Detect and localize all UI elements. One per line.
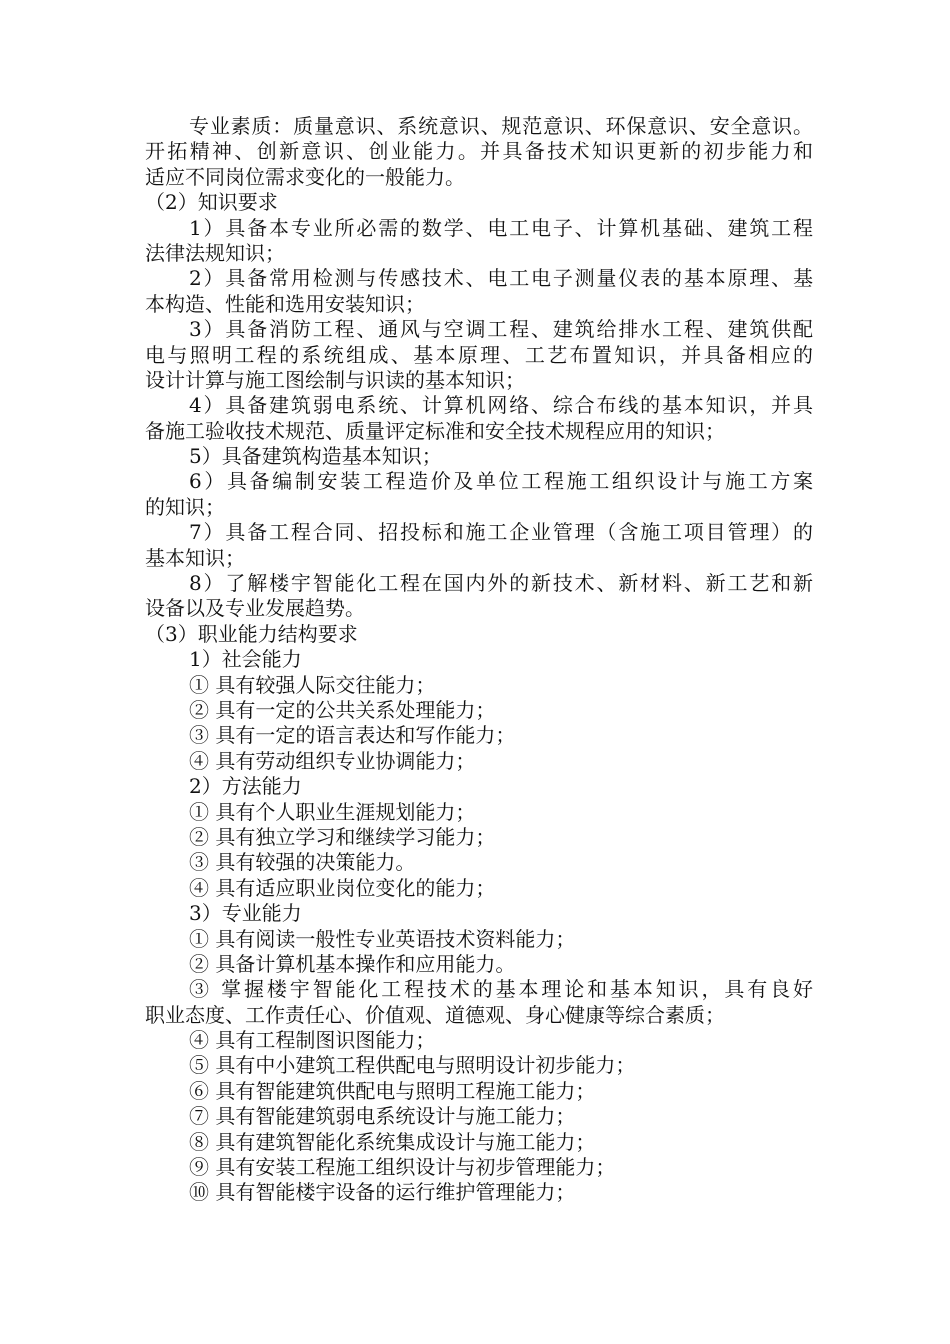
list-item-line: 2）具备常用检测与传感技术、电工电子测量仪表的基本原理、基 [189,266,813,291]
list-item-line: ① 具有较强人际交往能力； [189,672,436,697]
paragraph-line: 开拓精神、创新意识、创业能力。并具备技术知识更新的初步能力和 [145,139,813,164]
list-item-line: 备施工验收技术规范、质量评定标准和安全技术规程应用的知识； [145,418,725,443]
list-item-line: ④ 具有劳动组织专业协调能力； [189,748,476,773]
list-item-line: 设计计算与施工图绘制与识读的基本知识； [145,367,525,392]
section-heading-abilities: （3）职业能力结构要求 [145,621,358,646]
list-item-line: 1）具备本专业所必需的数学、电工电子、计算机基础、建筑工程 [189,215,813,240]
list-item-line: ② 具备计算机基本操作和应用能力。 [189,951,516,976]
list-item-line: 基本知识； [145,545,245,570]
list-item-line: ① 具有个人职业生涯规划能力； [189,799,476,824]
document-page [145,114,813,1206]
section-heading-knowledge: （2）知识要求 [145,190,278,215]
list-item-line: 3）具备消防工程、通风与空调工程、建筑给排水工程、建筑供配 [189,317,813,342]
list-item-line: 本构造、性能和选用安装知识； [145,291,425,316]
list-item-line: ⑦ 具有智能建筑弱电系统设计与施工能力； [189,1104,576,1129]
list-item-line: 8）了解楼宇智能化工程在国内外的新技术、新材料、新工艺和新 [189,571,813,596]
list-item-line: ② 具有一定的公共关系处理能力； [189,697,496,722]
list-item-line: ④ 具有适应职业岗位变化的能力； [189,875,496,900]
list-item-line: ④ 具有工程制图识图能力； [189,1028,436,1053]
list-item-line: 7）具备工程合同、招投标和施工企业管理（含施工项目管理）的 [189,520,813,545]
paragraph-line: 适应不同岗位需求变化的一般能力。 [145,164,465,189]
subheading-method: 2）方法能力 [189,774,302,799]
subheading-professional: 3）专业能力 [189,901,302,926]
list-item-line: 职业态度、工作责任心、价值观、道德观、身心健康等综合素质； [145,1002,725,1027]
list-item-line: ② 具有独立学习和继续学习能力； [189,824,496,849]
list-item-line: ⑥ 具有智能建筑供配电与照明工程施工能力； [189,1078,596,1103]
paragraph-line: 专业素质：质量意识、系统意识、规范意识、环保意识、安全意识。 [189,114,813,138]
list-item-line: 4）具备建筑弱电系统、计算机网络、综合布线的基本知识，并具 [189,393,813,418]
list-item-line: ① 具有阅读一般性专业英语技术资料能力； [189,926,576,951]
subheading-social: 1）社会能力 [189,647,302,672]
list-item-line: ⑩ 具有智能楼宇设备的运行维护管理能力； [189,1180,576,1205]
list-item-line: ③ 具有一定的语言表达和写作能力； [189,723,516,748]
list-item-line: 法律法规知识； [145,240,285,265]
list-item-line: 设备以及专业发展趋势。 [145,596,365,621]
list-item-line: ⑨ 具有安装工程施工组织设计与初步管理能力； [189,1155,616,1180]
list-item-line: ③ 掌握楼宇智能化工程技术的基本理论和基本知识，具有良好 [189,977,813,1002]
list-item-line: 电与照明工程的系统组成、基本原理、工艺布置知识，并具备相应的 [145,342,813,367]
list-item-line: ⑧ 具有建筑智能化系统集成设计与施工能力； [189,1129,596,1154]
list-item-line: ③ 具有较强的决策能力。 [189,850,416,875]
list-item-line: 6）具备编制安装工程造价及单位工程施工组织设计与施工方案 [189,469,813,494]
list-item-line: 5）具备建筑构造基本知识； [189,444,442,469]
list-item-line: ⑤ 具有中小建筑工程供配电与照明设计初步能力； [189,1053,636,1078]
list-item-line: 的知识； [145,494,225,519]
